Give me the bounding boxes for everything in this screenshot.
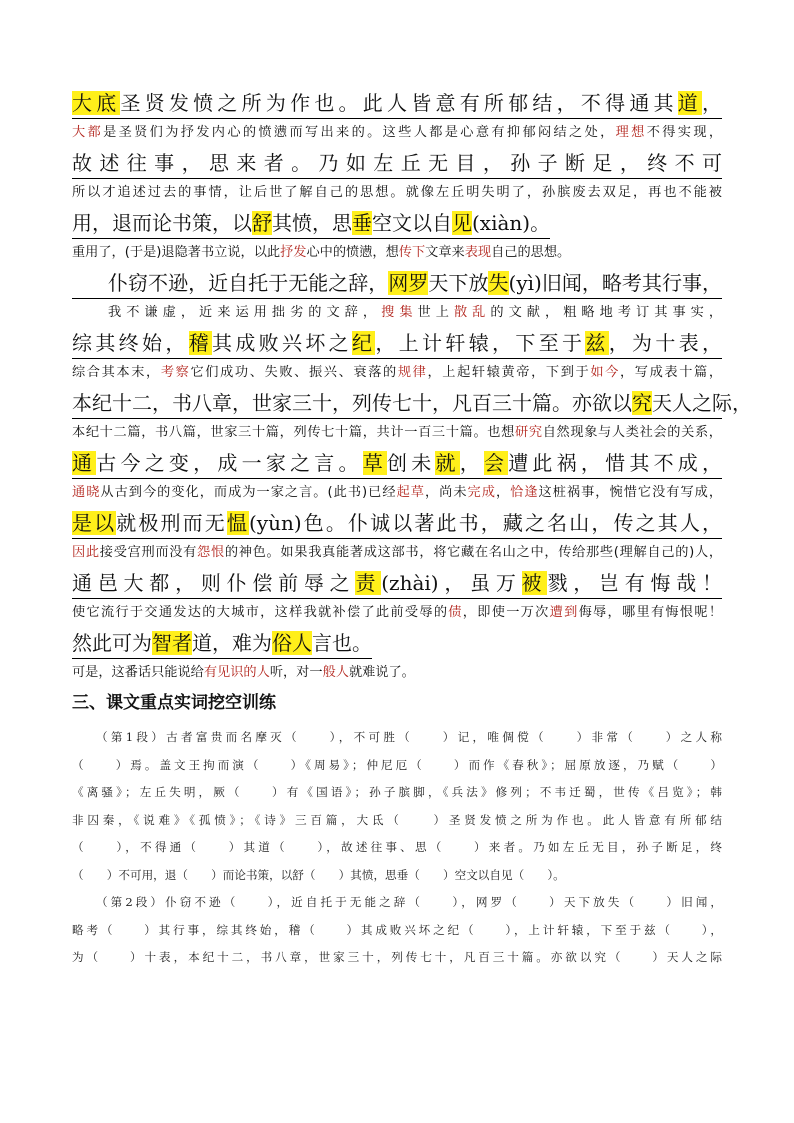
original-text-line	[72, 388, 752, 419]
text-segment: ，上起轩辕黄帝，下到于	[427, 365, 591, 380]
text-segment: 戮，岂有悔哉！	[547, 571, 723, 595]
key-meaning-word: 恰逢	[510, 485, 539, 500]
key-meaning-word: 理想	[615, 125, 647, 140]
original-text-line	[72, 268, 722, 299]
passage-block	[72, 88, 722, 144]
highlighted-word: 智者	[152, 631, 192, 655]
key-meaning-word: 起草	[396, 485, 425, 500]
text-segment: 圣贤发愤之所为作也。此人皆意有所郁结，不得通其	[120, 91, 678, 115]
passage-block	[72, 328, 722, 384]
passage-block	[72, 208, 722, 264]
text-segment: 本纪十二篇，书八篇，世家三十篇，列传七十篇，共计一百三十篇。也想	[72, 425, 515, 440]
text-segment: 使它流行于交通发达的大城市，这样我就补偿了此前受辱的	[72, 605, 449, 620]
highlighted-word: 草	[362, 451, 388, 475]
text-segment: 就难说了。	[348, 665, 415, 680]
highlighted-word: 失	[488, 271, 509, 295]
highlighted-word: 就	[435, 451, 460, 475]
key-meaning-word: 抒发	[280, 245, 307, 260]
highlighted-word: 通	[72, 451, 97, 475]
highlighted-word: 道	[677, 91, 703, 115]
text-segment: 通邑大都，则仆偿前辱之	[72, 571, 356, 595]
translation-line	[72, 302, 722, 324]
passage	[72, 88, 752, 684]
key-meaning-word: 遭到	[549, 605, 579, 620]
exercise-line: （ ）不可用，退（ ）而论书策，以舒（ ）其愤，思垂（ ）空文以自见（ ）。	[72, 867, 565, 882]
key-meaning-word: 散乱	[453, 305, 491, 320]
text-segment: 的神色。如果我真能著成这部书，将它藏在名山之中，传给那些(理解自己的)人，	[224, 545, 723, 560]
key-meaning-word: 传下	[398, 245, 426, 260]
text-segment: 用，退而论书策，以	[72, 211, 252, 235]
original-text-line	[72, 568, 722, 599]
text-segment: 创未	[387, 451, 436, 475]
text-segment: 文章来	[425, 245, 465, 260]
translation-line	[72, 242, 722, 264]
passage-block	[72, 568, 722, 624]
translation-line	[72, 422, 722, 444]
highlighted-word: 究	[632, 391, 652, 415]
highlighted-word: 俗人	[272, 631, 312, 655]
translation-line	[72, 182, 722, 204]
highlighted-word: 垂	[352, 211, 372, 235]
exercise-line: （第1段）古者富贵而名摩灭（ ），不可胜（ ）记，唯倜傥（ ）非常（ ）之人称	[96, 730, 722, 744]
passage-block	[72, 628, 722, 684]
text-segment: 天下放	[428, 271, 489, 295]
text-segment: 接受宫刑而没有	[99, 545, 198, 560]
translation-line	[72, 662, 722, 684]
text-segment: 的文献，粗略地考订其事实，	[490, 305, 723, 320]
passage-block	[72, 148, 722, 204]
highlighted-word: 会	[483, 451, 509, 475]
original-text-line	[72, 148, 722, 179]
highlighted-word: 网罗	[388, 271, 429, 295]
text-segment: 重用了，(于是)退隐著书立说，以此	[72, 245, 281, 260]
highlighted-word: 大底	[72, 91, 121, 115]
text-segment: 综其终始，	[72, 331, 189, 355]
key-meaning-word: 债	[448, 605, 463, 620]
original-text-line	[72, 448, 722, 479]
key-meaning-word: 搜集	[381, 305, 418, 320]
key-meaning-word: 般人	[322, 665, 349, 680]
text-segment: 我不谦虚，近来运用拙劣的文辞，	[108, 305, 382, 320]
text-segment: ，上计轩辕，下至于	[375, 331, 586, 355]
exercise-line: 《离骚》；左丘失明，厥（ ）有《国语》；孙子膑脚，《兵法》修列；不韦迁蜀，世传《吕览》；韩	[72, 785, 722, 799]
text-segment: 天人之际，	[652, 391, 752, 415]
document-page	[72, 88, 752, 972]
text-segment: (yì)旧闻，略考其行事，	[508, 271, 723, 295]
exercise-line: （第2段）仆窃不逊（ ），近自托于无能之辞（ ），网罗（ ）天下放失（ ）旧闻，	[96, 895, 722, 909]
text-segment: (yùn)色。仆诚以著此书，藏之名山，传之其人，	[249, 511, 723, 535]
text-segment: 综合其本末，	[72, 365, 161, 380]
key-meaning-word: 完成	[467, 485, 496, 500]
key-meaning-word: 如今	[590, 365, 620, 380]
text-segment: 其成败兴坏之	[212, 331, 353, 355]
key-meaning-word: 通晓	[72, 485, 101, 500]
original-text-line	[72, 508, 722, 539]
key-meaning-word: 怨恨	[197, 545, 225, 560]
text-segment: (zhài)，虽万	[381, 571, 522, 595]
key-meaning-word: 有见识的人	[203, 665, 270, 680]
exercise-line: （ ），不得通（ ）其道（ ），故述往事、思（ ）来者。乃如左丘无目，孙子断足，终	[72, 840, 722, 854]
key-meaning-word: 考察	[160, 365, 191, 380]
text-segment: ，尚未	[424, 485, 468, 500]
key-meaning-word: 表现	[464, 245, 492, 260]
text-segment: ，	[495, 485, 511, 500]
highlighted-word: 纪	[352, 331, 376, 355]
text-segment: 道，难为	[192, 631, 272, 655]
text-segment: 言也。	[312, 631, 372, 655]
text-segment: 仆窃不逊，近自托于无能之辞，	[108, 271, 389, 295]
text-segment: 就极刑而无	[116, 511, 227, 535]
original-text-line	[72, 208, 550, 239]
translation-line	[72, 362, 722, 384]
exercise-line: 略考（ ）其行事，综其终始，稽（ ）其成败兴坏之纪（ ），上计轩辕，下至于兹（ ），	[72, 922, 722, 937]
text-segment: 然此可为	[72, 631, 152, 655]
key-meaning-word: 因此	[72, 545, 100, 560]
text-segment: ，即使一万次	[462, 605, 550, 620]
text-segment: 可是，这番话只能说给	[72, 665, 204, 680]
highlighted-word: 兹	[585, 331, 609, 355]
passage-block	[72, 268, 722, 324]
translation-line	[72, 122, 722, 144]
text-segment: 遭此祸，惜其不成，	[508, 451, 723, 475]
original-text-line	[72, 628, 372, 659]
text-segment: 它们成功、失败、振兴、衰落的	[190, 365, 398, 380]
section-title: 三、课文重点实词挖空训练	[72, 693, 276, 713]
highlighted-word: 被	[521, 571, 548, 595]
passage-block	[72, 388, 752, 444]
original-text-line	[72, 88, 722, 119]
exercise-line: （ ）焉。盖文王拘而演（ ）《周易》；仲尼厄（ ）而作《春秋》；屈原放逐，乃赋（ ）	[72, 757, 722, 772]
exercise-line: 为（ ）十表，本纪十二，书八章，世家三十，列传七十，凡百三十篇。亦欲以究（ ）天人之际	[72, 950, 722, 964]
text-segment: 心中的愤懑，想	[306, 245, 399, 260]
highlighted-word: 舒	[252, 211, 272, 235]
text-segment: 其愤，思	[272, 211, 352, 235]
key-meaning-word: 研究	[515, 425, 543, 440]
text-segment: 从古到今的变化，而成为一家之言。(此书)已经	[100, 485, 397, 500]
text-segment: 是圣贤们为抒发内心的愤懑而写出来的。这些人都是心意有抑郁闷结之处，	[103, 125, 616, 140]
highlighted-word: 责	[355, 571, 382, 595]
original-text-line	[72, 328, 722, 359]
text-segment: ，	[702, 91, 723, 115]
text-segment: 世上	[417, 305, 454, 320]
highlighted-word: 愠	[226, 511, 249, 535]
highlighted-word: 见	[452, 211, 472, 235]
text-segment: 古今之变，成一家之言。	[96, 451, 363, 475]
translation-line	[72, 542, 722, 564]
passage-block	[72, 448, 722, 504]
highlighted-word: 是以	[72, 511, 117, 535]
text-segment: (xiàn)。	[472, 211, 551, 235]
text-segment: 本纪十二，书八章，世家三十，列传七十，凡百三十篇。亦欲以	[72, 391, 632, 415]
key-meaning-word: 规律	[397, 365, 428, 380]
passage-block	[72, 508, 722, 564]
text-segment: ，为十表，	[608, 331, 723, 355]
text-segment: 听，对一	[269, 665, 323, 680]
key-meaning-word: 大都	[72, 125, 104, 140]
text-segment: 不得实现，	[646, 125, 723, 140]
exercise-block	[72, 724, 722, 972]
translation-line	[72, 602, 722, 624]
text-segment: 这桩祸事，惋惜它没有写成，	[538, 485, 723, 500]
text-segment: ，	[459, 451, 484, 475]
text-segment: 自己的思想。	[491, 245, 571, 260]
highlighted-word: 稽	[188, 331, 213, 355]
text-segment: 空文以自	[372, 211, 452, 235]
text-segment: 故述往事，思来者。乃如左丘无目，孙子断足，终不可	[72, 151, 722, 175]
text-segment: 所以才追述过去的事情，让后世了解自己的思想。就像左丘明失明了，孙膑废去双足，再也不能被	[72, 185, 722, 200]
text-segment: ，写成表十篇，	[619, 365, 723, 380]
text-segment: 自然现象与人类社会的关系，	[542, 425, 722, 440]
text-segment: 侮辱，哪里有悔恨呢！	[578, 605, 723, 620]
translation-line	[72, 482, 722, 504]
exercise-line: 非囚秦，《说难》《孤愤》；《诗》三百篇，大氐（ ）圣贤发愤之所为作也。此人皆意有所郁结	[72, 812, 722, 827]
